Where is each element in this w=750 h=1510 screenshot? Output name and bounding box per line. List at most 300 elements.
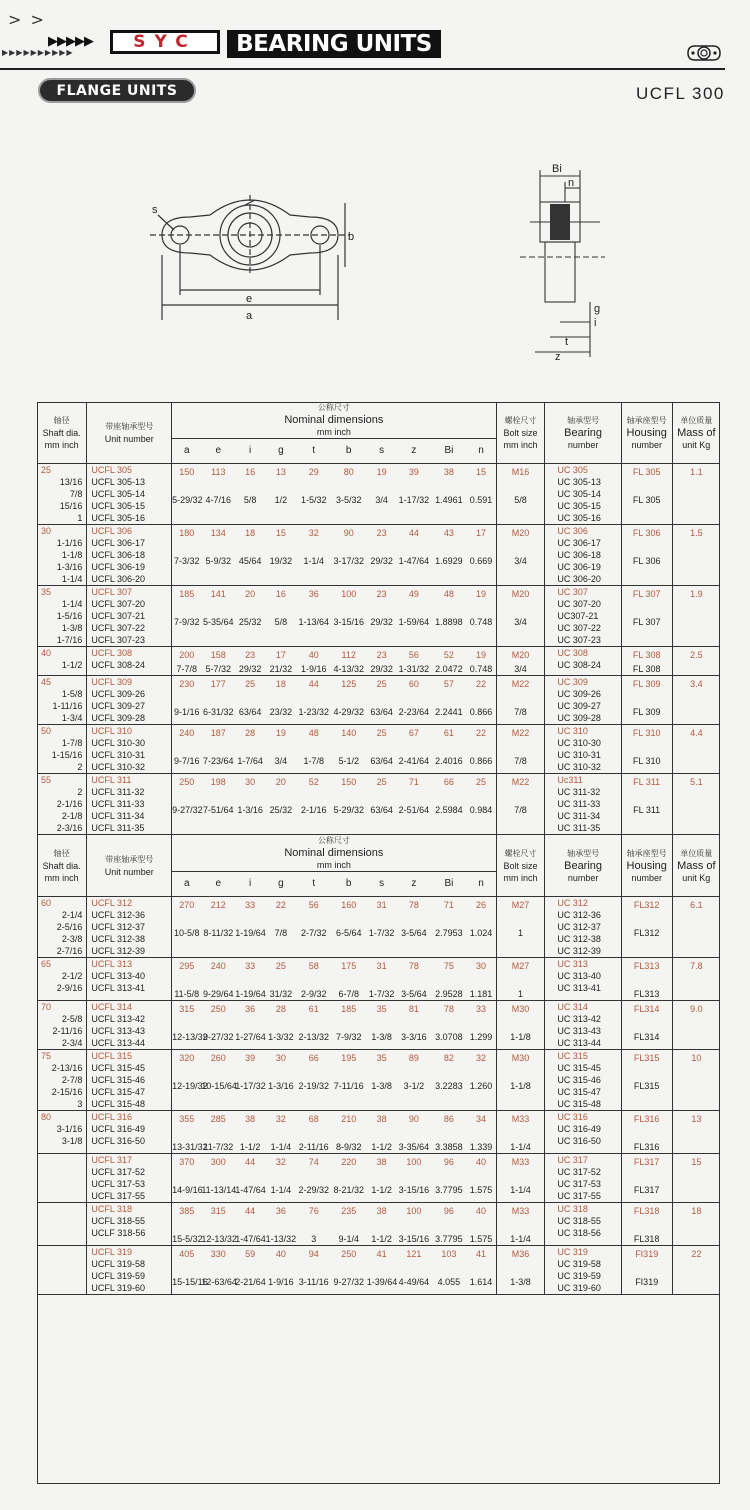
- mass-value: 9.0: [690, 1004, 703, 1014]
- bearing-number-inch: UC 307-22: [557, 623, 601, 633]
- dimension-inch: 3-11/16: [298, 1277, 329, 1287]
- mass-cell: [672, 774, 720, 835]
- dimension-cell: [201, 1001, 235, 1050]
- bolt-size-mm: M27: [511, 900, 530, 910]
- dimension-cell: [172, 676, 202, 725]
- unit-number-inch: UCFL 307-23: [91, 635, 146, 645]
- bearing-number-inch: UC 309-28: [557, 713, 601, 723]
- shaft-cell: [37, 586, 87, 647]
- mass-cell: [672, 464, 720, 525]
- dimension-cell: [396, 1050, 431, 1111]
- dimension-mm: 94: [308, 1249, 319, 1259]
- dimension-cell: [331, 1154, 367, 1203]
- bolt-size-cell: [496, 586, 545, 647]
- dim-col-header: g: [265, 439, 297, 464]
- housing-number-mm: FL318: [633, 1206, 660, 1216]
- dimension-mm: 26: [476, 900, 487, 910]
- shaft-cell: [37, 774, 87, 835]
- housing-number-inch: FL318: [633, 1234, 660, 1244]
- dimension-mm: 198: [210, 777, 226, 787]
- nominal-header: [172, 835, 496, 872]
- housing-number-cell: [621, 1111, 672, 1154]
- dimension-inch: 0.748: [469, 617, 493, 627]
- dimension-cell: [466, 1111, 496, 1154]
- bearing-number-inch: UC 313-42: [557, 1014, 601, 1024]
- dimension-mm: 48: [443, 589, 454, 599]
- dimension-inch: 6-5/64: [335, 928, 362, 938]
- dimension-cell: [201, 647, 235, 676]
- bearing-number-cell: [545, 525, 621, 586]
- bearing-number-cell: [545, 464, 621, 525]
- dimension-inch: 0.669: [469, 556, 493, 566]
- dimension-inch: 1-19/64: [235, 989, 266, 999]
- dimension-cell: [466, 464, 496, 525]
- dim-col-header: z: [396, 872, 431, 897]
- dimension-mm: 19: [376, 467, 387, 477]
- dimension-inch: 6-7/8: [338, 989, 359, 999]
- dimension-mm: 41: [376, 1249, 387, 1259]
- bolt-size-mm: M33: [511, 1206, 530, 1216]
- dimension-mm: 17: [476, 528, 487, 538]
- shaft-inch: 13/16: [59, 477, 83, 487]
- dimension-cell: [297, 1001, 331, 1050]
- unit-number-cell: [87, 725, 172, 774]
- dimension-mm: 185: [179, 589, 195, 599]
- mass-value: 1.1: [690, 467, 703, 477]
- bolt-size-inch: 3/4: [514, 556, 527, 566]
- nominal-header: [172, 402, 496, 439]
- housing-number-cell: [621, 647, 672, 676]
- bearing-number-cell: [545, 1001, 621, 1050]
- dimension-inch: 0.984: [469, 805, 493, 815]
- dimension-inch: 4.055: [437, 1277, 461, 1287]
- unit-number-inch: UCFL 315-48: [91, 1099, 146, 1109]
- housing-number-cell: [621, 525, 672, 586]
- unit-number-cell: [87, 1111, 172, 1154]
- housing-number-inch: FL 311: [633, 805, 661, 815]
- dimension-mm: 13: [275, 467, 286, 477]
- table-row: [37, 676, 720, 725]
- shaft-cell: [37, 676, 87, 725]
- dimension-inch: 14-9/16: [172, 1185, 203, 1195]
- dimension-mm: 285: [210, 1114, 226, 1124]
- dimension-inch: 5/8: [243, 495, 257, 505]
- dim-label-s: s: [152, 204, 158, 216]
- dimension-cell: [201, 725, 235, 774]
- dimension-cell: [201, 958, 235, 1001]
- dimension-mm: 330: [210, 1249, 226, 1259]
- dimension-cell: [431, 1154, 466, 1203]
- dimension-mm: 32: [308, 528, 319, 538]
- dimension-mm: 38: [376, 1157, 387, 1167]
- bearing-header-en2: number: [567, 872, 599, 883]
- dimension-mm: 177: [210, 679, 226, 689]
- dim-col-header: e: [201, 872, 235, 897]
- dimension-cell: [297, 1154, 331, 1203]
- dimension-mm: 134: [210, 528, 226, 538]
- dimension-mm: 96: [443, 1206, 454, 1216]
- dimension-inch: 12-19/32: [172, 1081, 208, 1091]
- bolt-size-inch: 1-1/4: [510, 1234, 531, 1244]
- mass-cell: [672, 676, 720, 725]
- bearing-number-inch: UC 315-47: [557, 1087, 601, 1097]
- dimension-cell: [331, 958, 367, 1001]
- dimension-cell: [466, 525, 496, 586]
- housing-number-inch: FL 305: [632, 495, 661, 505]
- unit-number-inch: UCFL 308-24: [91, 660, 146, 670]
- bearing-number-inch: UC 319-58: [557, 1259, 601, 1269]
- bolt-size-inch: 1-3/8: [510, 1277, 531, 1287]
- dimension-inch: 12-13/32: [201, 1234, 237, 1244]
- shaft-inch: 7/8: [69, 489, 83, 499]
- shaft-inch: 1-15/16: [51, 750, 83, 760]
- bearing-number-mm: UC 310: [557, 726, 588, 736]
- shaft-cell: [37, 525, 87, 586]
- housing-header-en1: Housing: [626, 426, 667, 439]
- dimension-inch: 3.3858: [435, 1142, 463, 1152]
- bearing-number-mm: Uc311: [557, 775, 583, 785]
- dimension-inch: 13-31/32: [172, 1142, 208, 1152]
- dimension-mm: 315: [179, 1004, 195, 1014]
- dimension-mm: 48: [308, 728, 319, 738]
- dimension-mm: 78: [408, 961, 419, 971]
- mass-value: 13: [691, 1114, 702, 1124]
- unit-number-cell: [87, 1001, 172, 1050]
- dimension-cell: [172, 1111, 208, 1154]
- unit-number-cell: [87, 647, 172, 676]
- nominal-header-cn: 公称尺寸: [317, 836, 350, 845]
- dimension-inch: 1-7/32: [368, 928, 395, 938]
- dimension-inch: 2-1/16: [300, 805, 327, 815]
- dimension-inch: 3/4: [375, 495, 388, 505]
- dimension-mm: 20: [245, 589, 256, 599]
- bearing-number-inch: UC 310-32: [557, 762, 601, 772]
- dimension-mm: 235: [341, 1206, 357, 1216]
- dimension-mm: 200: [179, 650, 195, 660]
- dimension-cell: [265, 897, 297, 958]
- dimension-mm: 17: [275, 650, 286, 660]
- dimension-mm: 19: [476, 589, 487, 599]
- dimension-cell: [396, 525, 431, 586]
- dimension-inch: 1-7/32: [368, 989, 395, 999]
- bearing-number-inch: UC 306-20: [557, 574, 601, 584]
- housing-number-cell: [621, 586, 672, 647]
- unit-number-inch: UCFL 306-20: [91, 574, 146, 584]
- dimension-cell: [396, 676, 431, 725]
- dimension-cell: [367, 647, 397, 676]
- dimension-cell: [466, 1203, 496, 1246]
- mass-value: 6.1: [690, 900, 703, 910]
- dimension-cell: [331, 586, 367, 647]
- unit-number-inch: UCFL 313-43: [91, 1026, 146, 1036]
- bolt-size-cell: [496, 774, 545, 835]
- decorative-arrows-icon: > >: [8, 10, 46, 29]
- bolt-size-cell: [496, 647, 545, 676]
- housing-header-en2: number: [631, 439, 662, 450]
- dimension-mm: 82: [443, 1053, 454, 1063]
- shaft-mm: 75: [41, 1051, 52, 1061]
- bearing-number-mm: UC 316: [557, 1112, 588, 1122]
- unit-number-inch: UCFL 312-37: [91, 922, 146, 932]
- dimension-mm: 36: [308, 589, 319, 599]
- bolt-size-inch: 1-1/4: [510, 1142, 531, 1152]
- shaft-inch: 2: [77, 762, 83, 772]
- bolt-size-inch: 7/8: [514, 756, 527, 766]
- dim-label-e: e: [246, 293, 253, 305]
- mass-header-en2: unit Kg: [682, 439, 711, 450]
- dimension-mm: 60: [408, 679, 419, 689]
- unit-number-mm: UCFL 312: [91, 898, 133, 908]
- housing-number-mm: FI319: [635, 1249, 659, 1259]
- dimension-mm: 150: [341, 777, 357, 787]
- dimension-cell: [235, 647, 265, 676]
- bearing-number-cell: [545, 1246, 621, 1295]
- bearing-number-inch: UC 315-46: [557, 1075, 601, 1085]
- dimension-cell: [297, 1050, 331, 1111]
- shaft-cell: [37, 464, 87, 525]
- dimension-inch: 1.575: [469, 1234, 493, 1244]
- bearing-number-inch: UC 307-23: [557, 635, 601, 645]
- dimension-inch: 3-5/32: [335, 495, 362, 505]
- dimension-cell: [466, 1154, 496, 1203]
- dimension-cell: [431, 525, 466, 586]
- dimension-cell: [235, 958, 265, 1001]
- housing-number-mm: FL313: [633, 961, 660, 971]
- dimension-inch: 8-21/32: [333, 1185, 364, 1195]
- mass-header-en1: Mass of: [677, 859, 716, 872]
- dimension-mm: 125: [341, 679, 357, 689]
- dimension-mm: 44: [408, 528, 419, 538]
- housing-number-cell: [621, 1203, 672, 1246]
- dimension-mm: 15: [275, 528, 286, 538]
- dimension-inch: 63/64: [370, 707, 393, 717]
- unit-number-cell: [87, 774, 172, 835]
- housing-number-cell: [621, 1001, 672, 1050]
- bolt-size-mm: M30: [511, 1053, 530, 1063]
- dimension-mm: 16: [275, 589, 286, 599]
- table-row: [37, 1001, 720, 1050]
- mass-header-en1: Mass of: [677, 426, 716, 439]
- dimension-cell: [265, 774, 297, 835]
- dimension-cell: [331, 525, 367, 586]
- dimension-mm: 40: [275, 1249, 286, 1259]
- dimension-cell: [265, 725, 297, 774]
- dimension-mm: 28: [245, 728, 256, 738]
- housing-header-en2: number: [631, 872, 662, 883]
- housing-number-mm: FL316: [633, 1114, 660, 1124]
- dimension-inch: 1-3/8: [371, 1032, 392, 1042]
- dimension-cell: [201, 1154, 235, 1203]
- dim-col-header: i: [235, 439, 265, 464]
- dim-label-a: a: [246, 310, 253, 322]
- dimension-mm: 25: [245, 679, 256, 689]
- dimension-inch: 5/8: [274, 617, 288, 627]
- bolt-size-mm: M20: [511, 589, 530, 599]
- dimension-mm: 175: [341, 961, 357, 971]
- shaft-inch: 1-1/8: [61, 550, 83, 560]
- mass-cell: [672, 897, 720, 958]
- dimension-inch: 7-23/64: [203, 756, 234, 766]
- bearing-number-inch: UC 313-40: [557, 971, 601, 981]
- dimension-mm: 112: [341, 650, 356, 660]
- housing-number-cell: [621, 774, 672, 835]
- bolt-header-cn: 螺栓尺寸: [504, 848, 537, 858]
- page-title: BEARING UNITS: [227, 30, 441, 58]
- dimension-inch: 15-15/16: [172, 1277, 208, 1287]
- bolt-size-inch: 5/8: [514, 495, 527, 505]
- shaft-inch: 1-5/8: [61, 689, 83, 699]
- dimension-inch: 1.575: [469, 1185, 493, 1195]
- dimension-inch: 1-3/16: [268, 1081, 294, 1091]
- bolt-size-mm: M33: [511, 1114, 530, 1124]
- unit-number-inch: UCLF 318-56: [91, 1228, 146, 1238]
- dimension-cell: [466, 1246, 496, 1295]
- unit-number-mm: UCFL 310: [91, 726, 133, 736]
- dimension-inch: 1-19/64: [235, 928, 266, 938]
- unit-number-inch: UCFL 311-33: [91, 799, 145, 809]
- dimension-inch: 7-11/16: [333, 1081, 364, 1091]
- mass-value: 15: [691, 1157, 702, 1167]
- housing-header: [621, 402, 672, 464]
- dim-label-n: n: [568, 177, 575, 189]
- unit-number-inch: UCFL 312-38: [91, 934, 146, 944]
- housing-number-cell: [621, 725, 672, 774]
- dimension-inch: 11-7/32: [203, 1142, 234, 1152]
- dimension-mm: 74: [308, 1157, 319, 1167]
- dimension-mm: 52: [308, 777, 319, 787]
- bolt-size-cell: [496, 1111, 545, 1154]
- bolt-size-cell: [496, 676, 545, 725]
- dimension-cell: [265, 464, 297, 525]
- dimension-inch: 1-9/16: [268, 1277, 294, 1287]
- bolt-size-mm: M36: [511, 1249, 530, 1259]
- dimension-cell: [466, 725, 496, 774]
- shaft-inch: 2-3/4: [61, 1038, 83, 1048]
- shaft-mm: 55: [41, 775, 52, 785]
- bolt-size-cell: [496, 958, 545, 1001]
- dimension-mm: 36: [275, 1206, 286, 1216]
- dimension-inch: 1.339: [469, 1142, 493, 1152]
- housing-number-cell: [621, 1050, 672, 1111]
- table-row: [37, 1111, 720, 1154]
- bearing-number-inch: UC 308-24: [557, 660, 601, 670]
- mass-cell: [672, 525, 720, 586]
- bolt-size-cell: [496, 464, 545, 525]
- dimension-mm: 29: [308, 467, 319, 477]
- dimension-inch: 29/32: [370, 664, 393, 674]
- dimension-cell: [235, 774, 265, 835]
- dimension-cell: [172, 525, 202, 586]
- dimension-inch: 0.866: [469, 707, 493, 717]
- shaft-inch: 1-3/8: [61, 623, 83, 633]
- unit-number-mm: UCFL 313: [91, 959, 133, 969]
- dimension-inch: 25/32: [269, 805, 293, 815]
- dimension-inch: 2.9528: [435, 989, 463, 999]
- dimension-mm: 100: [341, 589, 357, 599]
- dimension-inch: 2-29/32: [298, 1185, 329, 1195]
- bearing-number-inch: UC 311-32: [557, 787, 601, 797]
- dim-col-header: Bi: [431, 439, 466, 464]
- mass-cell: [672, 1001, 720, 1050]
- dimension-mm: 30: [476, 961, 487, 971]
- page-header: [0, 0, 750, 75]
- unit-number-mm: UCFL 317: [91, 1155, 133, 1165]
- dimension-cell: [396, 1203, 431, 1246]
- dimension-inch: 7-3/32: [173, 556, 200, 566]
- dimension-mm: 187: [210, 728, 226, 738]
- mass-header: [672, 402, 720, 464]
- bearing-number-inch: UC307-21: [557, 611, 599, 621]
- bearing-header-en2: number: [567, 439, 599, 450]
- shaft-mm: 50: [41, 726, 52, 736]
- unit-number-mm: UCFL 309: [91, 677, 133, 687]
- shaft-mm: 80: [41, 1112, 52, 1122]
- dimension-inch: 4-13/32: [333, 664, 364, 674]
- brand-logo-text: SYC: [133, 32, 197, 52]
- shaft-inch: 1-3/16: [56, 562, 83, 572]
- shaft-cell: [37, 958, 87, 1001]
- dimension-cell: [201, 897, 235, 958]
- dimension-mm: 18: [245, 528, 256, 538]
- unit-number-inch: UCFL 319-59: [91, 1271, 146, 1281]
- bearing-number-inch: UC 311-35: [557, 823, 601, 833]
- dimension-mm: 22: [476, 728, 487, 738]
- dimension-cell: [172, 1001, 208, 1050]
- shaft-inch: 2-15/16: [51, 1087, 83, 1097]
- dimension-mm: 195: [341, 1053, 357, 1063]
- dimension-inch: 5-9/32: [205, 556, 232, 566]
- dimension-cell: [367, 525, 397, 586]
- dim-label-i: i: [594, 317, 597, 329]
- dimension-cell: [396, 647, 431, 676]
- dimension-inch: 3-15/16: [333, 617, 364, 627]
- unit-number-inch: UCFL 312-39: [91, 946, 146, 956]
- dimension-inch: 8-11/32: [203, 928, 234, 938]
- dim-col-header: b: [331, 872, 367, 897]
- bolt-size-cell: [496, 1203, 545, 1246]
- bolt-header: [496, 835, 545, 897]
- unit-number-cell: [87, 676, 172, 725]
- dimension-mm: 15: [476, 467, 487, 477]
- dimension-cell: [331, 774, 367, 835]
- housing-number-cell: [621, 958, 672, 1001]
- bearing-number-mm: UC 305: [557, 465, 588, 475]
- dimension-cell: [431, 464, 466, 525]
- dimension-inch: 9-27/32: [203, 1032, 234, 1042]
- dimension-mm: 33: [245, 961, 256, 971]
- dimension-inch: 1-1/4: [303, 556, 324, 566]
- dimension-mm: 38: [376, 1114, 387, 1124]
- unit-number-inch: UCFL 317-53: [91, 1179, 146, 1189]
- shaft-header: [37, 835, 87, 897]
- dimension-inch: 1/2: [274, 495, 288, 505]
- unit-number-cell: [87, 958, 172, 1001]
- bearing-number-mm: UC 308: [557, 648, 588, 658]
- housing-number-mm: FL 311: [633, 777, 661, 787]
- decorative-triangles-icon: ▶▶▶▶▶: [48, 34, 93, 49]
- dimension-cell: [367, 958, 397, 1001]
- bolt-size-cell: [496, 1050, 545, 1111]
- bearing-number-inch: UC 305-15: [557, 501, 601, 511]
- dimension-cell: [265, 586, 297, 647]
- dimension-mm: 250: [210, 1004, 226, 1014]
- dimension-cell: [297, 1203, 331, 1246]
- bearing-number-inch: UC 313-43: [557, 1026, 601, 1036]
- dimension-cell: [396, 586, 431, 647]
- dimension-inch: 1-17/32: [235, 1081, 266, 1091]
- dimension-inch: 3.7795: [435, 1185, 463, 1195]
- unit-header-en: Unit number: [104, 866, 154, 877]
